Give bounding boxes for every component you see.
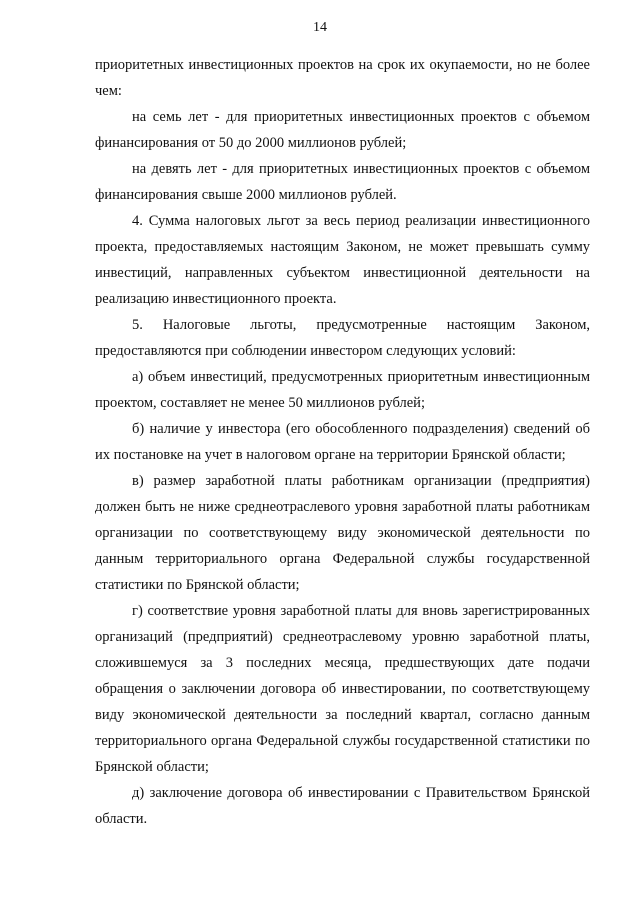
paragraph-item-5: 5. Налоговые льготы, предусмотренные настоящим Законом, предоставляются при соблюдении инвестором следующих условий:	[95, 317, 590, 359]
paragraph-item-4: 4. Сумма налоговых льгот за весь период реализации инвестиционного проекта, предоставляемых настоящим Законом, не может превышать сумму инвестиций, направленных субъектом инвестиционной деятельности на реализацию инвестиционного проекта.	[95, 213, 590, 307]
page-number: 14	[313, 20, 327, 35]
paragraph-nine-years: на девять лет - для приоритетных инвестиционных проектов с объемом финансирования свыше 2000 миллионов рублей.	[95, 161, 590, 203]
paragraph-condition-b: б) наличие у инвестора (его обособленного подразделения) сведений об их постановке на учет в налоговом органе на территории Брянской области;	[95, 421, 590, 463]
paragraph-condition-v: в) размер заработной платы работникам организации (предприятия) должен быть не ниже среднеотраслевого уровня заработной платы работникам организации по соответствующему виду экономической деятельности по данным территориального органа Федеральной службы государственной статистики по Брянской области;	[95, 473, 590, 593]
paragraph-continuation: приоритетных инвестиционных проектов на срок их окупаемости, но не более чем:	[95, 57, 590, 99]
paragraph-condition-d: д) заключение договора об инвестировании с Правительством Брянской области.	[95, 785, 590, 827]
paragraph-seven-years: на семь лет - для приоритетных инвестиционных проектов с объемом финансирования от 50 до 2000 миллионов рублей;	[95, 109, 590, 151]
document-body	[95, 52, 590, 832]
paragraph-condition-a: а) объем инвестиций, предусмотренных приоритетным инвестиционным проектом, составляет не менее 50 миллионов рублей;	[95, 369, 590, 411]
paragraph-condition-g: г) соответствие уровня заработной платы для вновь зарегистрированных организаций (предприятий) среднеотраслевому уровню заработной платы, сложившемуся за 3 последних месяца, предшествующих дате подачи обращения о заключении договора об инвестировании, по соответствующему виду экономической деятельности за последний квартал, согласно данным территориального органа Федеральной службы государственной статистики по Брянской области;	[95, 603, 590, 775]
